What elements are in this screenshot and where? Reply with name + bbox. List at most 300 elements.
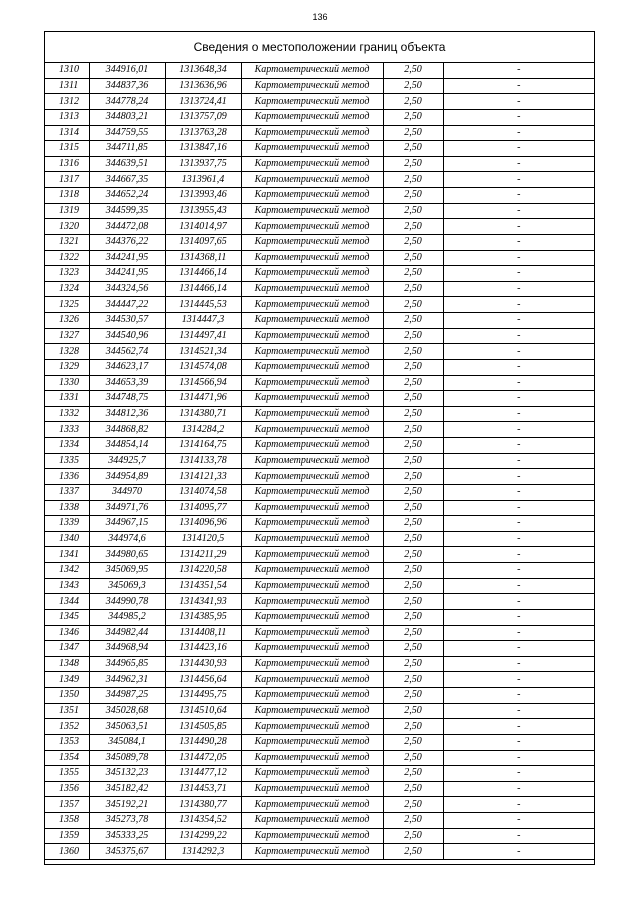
x-coordinate-cell: 344974,6: [89, 531, 165, 547]
x-coordinate-cell: 344472,08: [89, 219, 165, 235]
method-cell: Картометрический метод: [241, 484, 383, 500]
x-coordinate-cell: 345069,95: [89, 563, 165, 579]
x-coordinate-cell: 344925,7: [89, 453, 165, 469]
point-number-cell: 1351: [45, 703, 89, 719]
y-coordinate-cell: 1314423,16: [165, 641, 241, 657]
x-coordinate-cell: 344837,36: [89, 78, 165, 94]
point-number-cell: 1354: [45, 750, 89, 766]
accuracy-cell: 2,50: [383, 656, 443, 672]
x-coordinate-cell: 344324,56: [89, 281, 165, 297]
accuracy-cell: 2,50: [383, 719, 443, 735]
x-coordinate-cell: 344970: [89, 484, 165, 500]
method-cell: Картометрический метод: [241, 297, 383, 313]
x-coordinate-cell: 345069,3: [89, 578, 165, 594]
note-cell: -: [443, 63, 594, 78]
table-row: [45, 422, 594, 438]
note-cell: -: [443, 766, 594, 782]
y-coordinate-cell: 1313757,09: [165, 109, 241, 125]
x-coordinate-cell: 344652,24: [89, 188, 165, 204]
note-cell: -: [443, 453, 594, 469]
accuracy-cell: 2,50: [383, 734, 443, 750]
y-coordinate-cell: 1314495,75: [165, 688, 241, 704]
note-cell: -: [443, 250, 594, 266]
table-row: [45, 547, 594, 563]
point-number-cell: 1318: [45, 188, 89, 204]
y-coordinate-cell: 1314445,53: [165, 297, 241, 313]
accuracy-cell: 2,50: [383, 141, 443, 157]
note-cell: -: [443, 172, 594, 188]
table-row: [45, 313, 594, 329]
method-cell: Картометрический метод: [241, 94, 383, 110]
note-cell: -: [443, 609, 594, 625]
table-row: [45, 703, 594, 719]
note-cell: -: [443, 78, 594, 94]
point-number-cell: 1313: [45, 109, 89, 125]
point-number-cell: 1360: [45, 844, 89, 860]
y-coordinate-cell: 1314385,95: [165, 609, 241, 625]
note-cell: -: [443, 594, 594, 610]
y-coordinate-cell: 1313937,75: [165, 156, 241, 172]
y-coordinate-cell: 1314490,28: [165, 734, 241, 750]
point-number-cell: 1338: [45, 500, 89, 516]
point-number-cell: 1315: [45, 141, 89, 157]
method-cell: Картометрический метод: [241, 734, 383, 750]
x-coordinate-cell: 344812,36: [89, 406, 165, 422]
method-cell: Картометрический метод: [241, 781, 383, 797]
point-number-cell: 1334: [45, 438, 89, 454]
table-row: [45, 641, 594, 657]
y-coordinate-cell: 1314120,5: [165, 531, 241, 547]
table-row: [45, 813, 594, 829]
note-cell: -: [443, 313, 594, 329]
note-cell: -: [443, 672, 594, 688]
y-coordinate-cell: 1314354,52: [165, 813, 241, 829]
x-coordinate-cell: 344803,21: [89, 109, 165, 125]
point-number-cell: 1332: [45, 406, 89, 422]
accuracy-cell: 2,50: [383, 234, 443, 250]
point-number-cell: 1346: [45, 625, 89, 641]
y-coordinate-cell: 1313636,96: [165, 78, 241, 94]
table-row: [45, 781, 594, 797]
table-row: [45, 203, 594, 219]
y-coordinate-cell: 1314497,41: [165, 328, 241, 344]
x-coordinate-cell: 344778,24: [89, 94, 165, 110]
note-cell: -: [443, 234, 594, 250]
method-cell: Картометрический метод: [241, 656, 383, 672]
method-cell: Картометрический метод: [241, 625, 383, 641]
accuracy-cell: 2,50: [383, 578, 443, 594]
accuracy-cell: 2,50: [383, 766, 443, 782]
method-cell: Картометрический метод: [241, 219, 383, 235]
method-cell: Картометрический метод: [241, 469, 383, 485]
table-row: [45, 297, 594, 313]
note-cell: -: [443, 797, 594, 813]
point-number-cell: 1342: [45, 563, 89, 579]
point-number-cell: 1345: [45, 609, 89, 625]
point-number-cell: 1340: [45, 531, 89, 547]
method-cell: Картометрический метод: [241, 703, 383, 719]
note-cell: -: [443, 94, 594, 110]
note-cell: -: [443, 578, 594, 594]
accuracy-cell: 2,50: [383, 516, 443, 532]
method-cell: Картометрический метод: [241, 563, 383, 579]
x-coordinate-cell: 344854,14: [89, 438, 165, 454]
table-row: [45, 797, 594, 813]
point-number-cell: 1349: [45, 672, 89, 688]
note-cell: -: [443, 844, 594, 860]
x-coordinate-cell: 345084,1: [89, 734, 165, 750]
method-cell: Картометрический метод: [241, 313, 383, 329]
table-row: [45, 172, 594, 188]
point-number-cell: 1325: [45, 297, 89, 313]
accuracy-cell: 2,50: [383, 313, 443, 329]
point-number-cell: 1327: [45, 328, 89, 344]
y-coordinate-cell: 1314477,12: [165, 766, 241, 782]
accuracy-cell: 2,50: [383, 531, 443, 547]
table-row: [45, 688, 594, 704]
x-coordinate-cell: 344530,57: [89, 313, 165, 329]
point-number-cell: 1333: [45, 422, 89, 438]
table-title: Сведения о местоположении границ объекта: [45, 32, 594, 63]
table-row: [45, 438, 594, 454]
y-coordinate-cell: 1314430,93: [165, 656, 241, 672]
accuracy-cell: 2,50: [383, 406, 443, 422]
accuracy-cell: 2,50: [383, 375, 443, 391]
accuracy-cell: 2,50: [383, 188, 443, 204]
x-coordinate-cell: 345028,68: [89, 703, 165, 719]
note-cell: -: [443, 141, 594, 157]
accuracy-cell: 2,50: [383, 563, 443, 579]
method-cell: Картометрический метод: [241, 203, 383, 219]
table-row: [45, 563, 594, 579]
y-coordinate-cell: 1314466,14: [165, 281, 241, 297]
x-coordinate-cell: 344639,51: [89, 156, 165, 172]
note-cell: -: [443, 266, 594, 282]
accuracy-cell: 2,50: [383, 453, 443, 469]
x-coordinate-cell: 344711,85: [89, 141, 165, 157]
note-cell: -: [443, 813, 594, 829]
accuracy-cell: 2,50: [383, 63, 443, 78]
table-row: [45, 578, 594, 594]
method-cell: Картометрический метод: [241, 516, 383, 532]
table-row: [45, 656, 594, 672]
accuracy-cell: 2,50: [383, 172, 443, 188]
note-cell: -: [443, 297, 594, 313]
method-cell: Картометрический метод: [241, 453, 383, 469]
accuracy-cell: 2,50: [383, 109, 443, 125]
table-row: [45, 391, 594, 407]
method-cell: Картометрический метод: [241, 641, 383, 657]
accuracy-cell: 2,50: [383, 125, 443, 141]
note-cell: -: [443, 719, 594, 735]
accuracy-cell: 2,50: [383, 203, 443, 219]
point-number-cell: 1326: [45, 313, 89, 329]
coordinates-table: [45, 63, 594, 860]
table-row: [45, 469, 594, 485]
point-number-cell: 1355: [45, 766, 89, 782]
note-cell: -: [443, 703, 594, 719]
table-row: [45, 406, 594, 422]
point-number-cell: 1356: [45, 781, 89, 797]
note-cell: -: [443, 438, 594, 454]
table-row: [45, 766, 594, 782]
x-coordinate-cell: 344667,35: [89, 172, 165, 188]
y-coordinate-cell: 1314453,71: [165, 781, 241, 797]
note-cell: -: [443, 625, 594, 641]
x-coordinate-cell: 344623,17: [89, 359, 165, 375]
y-coordinate-cell: 1314408,11: [165, 625, 241, 641]
method-cell: Картометрический метод: [241, 844, 383, 860]
point-number-cell: 1344: [45, 594, 89, 610]
y-coordinate-cell: 1314472,05: [165, 750, 241, 766]
x-coordinate-cell: 345182,42: [89, 781, 165, 797]
y-coordinate-cell: 1314133,78: [165, 453, 241, 469]
accuracy-cell: 2,50: [383, 422, 443, 438]
note-cell: -: [443, 641, 594, 657]
x-coordinate-cell: 344599,35: [89, 203, 165, 219]
point-number-cell: 1311: [45, 78, 89, 94]
point-number-cell: 1341: [45, 547, 89, 563]
method-cell: Картометрический метод: [241, 531, 383, 547]
method-cell: Картометрический метод: [241, 281, 383, 297]
point-number-cell: 1348: [45, 656, 89, 672]
note-cell: -: [443, 516, 594, 532]
accuracy-cell: 2,50: [383, 609, 443, 625]
accuracy-cell: 2,50: [383, 156, 443, 172]
x-coordinate-cell: 345375,67: [89, 844, 165, 860]
x-coordinate-cell: 344562,74: [89, 344, 165, 360]
y-coordinate-cell: 1314521,34: [165, 344, 241, 360]
accuracy-cell: 2,50: [383, 844, 443, 860]
method-cell: Картометрический метод: [241, 750, 383, 766]
note-cell: -: [443, 188, 594, 204]
y-coordinate-cell: 1314299,22: [165, 828, 241, 844]
note-cell: -: [443, 469, 594, 485]
y-coordinate-cell: 1314014,97: [165, 219, 241, 235]
accuracy-cell: 2,50: [383, 500, 443, 516]
table-row: [45, 828, 594, 844]
table-row: [45, 453, 594, 469]
method-cell: Картометрический метод: [241, 594, 383, 610]
y-coordinate-cell: 1313763,28: [165, 125, 241, 141]
accuracy-cell: 2,50: [383, 797, 443, 813]
method-cell: Картометрический метод: [241, 672, 383, 688]
accuracy-cell: 2,50: [383, 703, 443, 719]
note-cell: -: [443, 484, 594, 500]
note-cell: -: [443, 656, 594, 672]
y-coordinate-cell: 1314466,14: [165, 266, 241, 282]
note-cell: -: [443, 750, 594, 766]
x-coordinate-cell: 345333,25: [89, 828, 165, 844]
point-number-cell: 1336: [45, 469, 89, 485]
method-cell: Картометрический метод: [241, 766, 383, 782]
method-cell: Картометрический метод: [241, 406, 383, 422]
table-row: [45, 109, 594, 125]
table-row: [45, 219, 594, 235]
x-coordinate-cell: 344968,94: [89, 641, 165, 657]
point-number-cell: 1329: [45, 359, 89, 375]
table-row: [45, 609, 594, 625]
table-row: [45, 94, 594, 110]
x-coordinate-cell: 344980,65: [89, 547, 165, 563]
boundary-table-sheet: [44, 31, 595, 865]
method-cell: Картометрический метод: [241, 578, 383, 594]
y-coordinate-cell: 1313993,46: [165, 188, 241, 204]
y-coordinate-cell: 1313648,34: [165, 63, 241, 78]
point-number-cell: 1353: [45, 734, 89, 750]
method-cell: Картометрический метод: [241, 63, 383, 78]
y-coordinate-cell: 1314471,96: [165, 391, 241, 407]
table-row: [45, 234, 594, 250]
y-coordinate-cell: 1313724,41: [165, 94, 241, 110]
point-number-cell: 1317: [45, 172, 89, 188]
method-cell: Картометрический метод: [241, 250, 383, 266]
table-row: [45, 750, 594, 766]
x-coordinate-cell: 344916,01: [89, 63, 165, 78]
note-cell: -: [443, 500, 594, 516]
point-number-cell: 1331: [45, 391, 89, 407]
point-number-cell: 1357: [45, 797, 89, 813]
y-coordinate-cell: 1314510,64: [165, 703, 241, 719]
y-coordinate-cell: 1314121,33: [165, 469, 241, 485]
accuracy-cell: 2,50: [383, 781, 443, 797]
point-number-cell: 1316: [45, 156, 89, 172]
x-coordinate-cell: 344376,22: [89, 234, 165, 250]
table-row: [45, 266, 594, 282]
y-coordinate-cell: 1314097,65: [165, 234, 241, 250]
accuracy-cell: 2,50: [383, 625, 443, 641]
y-coordinate-cell: 1314380,77: [165, 797, 241, 813]
note-cell: -: [443, 422, 594, 438]
point-number-cell: 1319: [45, 203, 89, 219]
x-coordinate-cell: 344954,89: [89, 469, 165, 485]
accuracy-cell: 2,50: [383, 484, 443, 500]
accuracy-cell: 2,50: [383, 297, 443, 313]
x-coordinate-cell: 345132,23: [89, 766, 165, 782]
y-coordinate-cell: 1314074,58: [165, 484, 241, 500]
note-cell: -: [443, 109, 594, 125]
accuracy-cell: 2,50: [383, 78, 443, 94]
y-coordinate-cell: 1314220,58: [165, 563, 241, 579]
table-row: [45, 63, 594, 78]
accuracy-cell: 2,50: [383, 813, 443, 829]
y-coordinate-cell: 1314096,96: [165, 516, 241, 532]
x-coordinate-cell: 345273,78: [89, 813, 165, 829]
y-coordinate-cell: 1314292,3: [165, 844, 241, 860]
accuracy-cell: 2,50: [383, 750, 443, 766]
x-coordinate-cell: 344241,95: [89, 266, 165, 282]
method-cell: Картометрический метод: [241, 359, 383, 375]
accuracy-cell: 2,50: [383, 828, 443, 844]
point-number-cell: 1322: [45, 250, 89, 266]
x-coordinate-cell: 345063,51: [89, 719, 165, 735]
method-cell: Картометрический метод: [241, 391, 383, 407]
table-row: [45, 344, 594, 360]
x-coordinate-cell: 344967,15: [89, 516, 165, 532]
y-coordinate-cell: 1314574,08: [165, 359, 241, 375]
point-number-cell: 1328: [45, 344, 89, 360]
x-coordinate-cell: 344868,82: [89, 422, 165, 438]
table-row: [45, 188, 594, 204]
x-coordinate-cell: 344987,25: [89, 688, 165, 704]
table-row: [45, 359, 594, 375]
note-cell: -: [443, 734, 594, 750]
method-cell: Картометрический метод: [241, 78, 383, 94]
note-cell: -: [443, 359, 594, 375]
y-coordinate-cell: 1313955,43: [165, 203, 241, 219]
accuracy-cell: 2,50: [383, 359, 443, 375]
x-coordinate-cell: 344962,31: [89, 672, 165, 688]
page-number: 136: [312, 12, 328, 22]
method-cell: Картометрический метод: [241, 500, 383, 516]
method-cell: Картометрический метод: [241, 172, 383, 188]
accuracy-cell: 2,50: [383, 547, 443, 563]
y-coordinate-cell: 1313847,16: [165, 141, 241, 157]
point-number-cell: 1330: [45, 375, 89, 391]
y-coordinate-cell: 1314341,93: [165, 594, 241, 610]
accuracy-cell: 2,50: [383, 391, 443, 407]
point-number-cell: 1335: [45, 453, 89, 469]
x-coordinate-cell: 344759,55: [89, 125, 165, 141]
table-row: [45, 250, 594, 266]
y-coordinate-cell: 1314380,71: [165, 406, 241, 422]
method-cell: Картометрический метод: [241, 719, 383, 735]
accuracy-cell: 2,50: [383, 469, 443, 485]
method-cell: Картометрический метод: [241, 344, 383, 360]
accuracy-cell: 2,50: [383, 219, 443, 235]
table-row: [45, 531, 594, 547]
table-row: [45, 375, 594, 391]
note-cell: -: [443, 406, 594, 422]
method-cell: Картометрический метод: [241, 828, 383, 844]
table-row: [45, 281, 594, 297]
x-coordinate-cell: 344748,75: [89, 391, 165, 407]
x-coordinate-cell: 344985,2: [89, 609, 165, 625]
table-row: [45, 594, 594, 610]
y-coordinate-cell: 1314447,3: [165, 313, 241, 329]
method-cell: Картометрический метод: [241, 141, 383, 157]
point-number-cell: 1343: [45, 578, 89, 594]
x-coordinate-cell: 344241,95: [89, 250, 165, 266]
table-row: [45, 328, 594, 344]
method-cell: Картометрический метод: [241, 688, 383, 704]
y-coordinate-cell: 1314566,94: [165, 375, 241, 391]
point-number-cell: 1320: [45, 219, 89, 235]
table-row: [45, 625, 594, 641]
accuracy-cell: 2,50: [383, 594, 443, 610]
x-coordinate-cell: 344540,96: [89, 328, 165, 344]
y-coordinate-cell: 1314351,54: [165, 578, 241, 594]
accuracy-cell: 2,50: [383, 672, 443, 688]
point-number-cell: 1310: [45, 63, 89, 78]
table-row: [45, 734, 594, 750]
note-cell: -: [443, 375, 594, 391]
method-cell: Картометрический метод: [241, 109, 383, 125]
method-cell: Картометрический метод: [241, 438, 383, 454]
method-cell: Картометрический метод: [241, 266, 383, 282]
method-cell: Картометрический метод: [241, 609, 383, 625]
x-coordinate-cell: 345192,21: [89, 797, 165, 813]
table-row: [45, 156, 594, 172]
accuracy-cell: 2,50: [383, 344, 443, 360]
accuracy-cell: 2,50: [383, 438, 443, 454]
accuracy-cell: 2,50: [383, 688, 443, 704]
table-row: [45, 719, 594, 735]
point-number-cell: 1352: [45, 719, 89, 735]
method-cell: Картометрический метод: [241, 813, 383, 829]
table-row: [45, 484, 594, 500]
note-cell: -: [443, 203, 594, 219]
